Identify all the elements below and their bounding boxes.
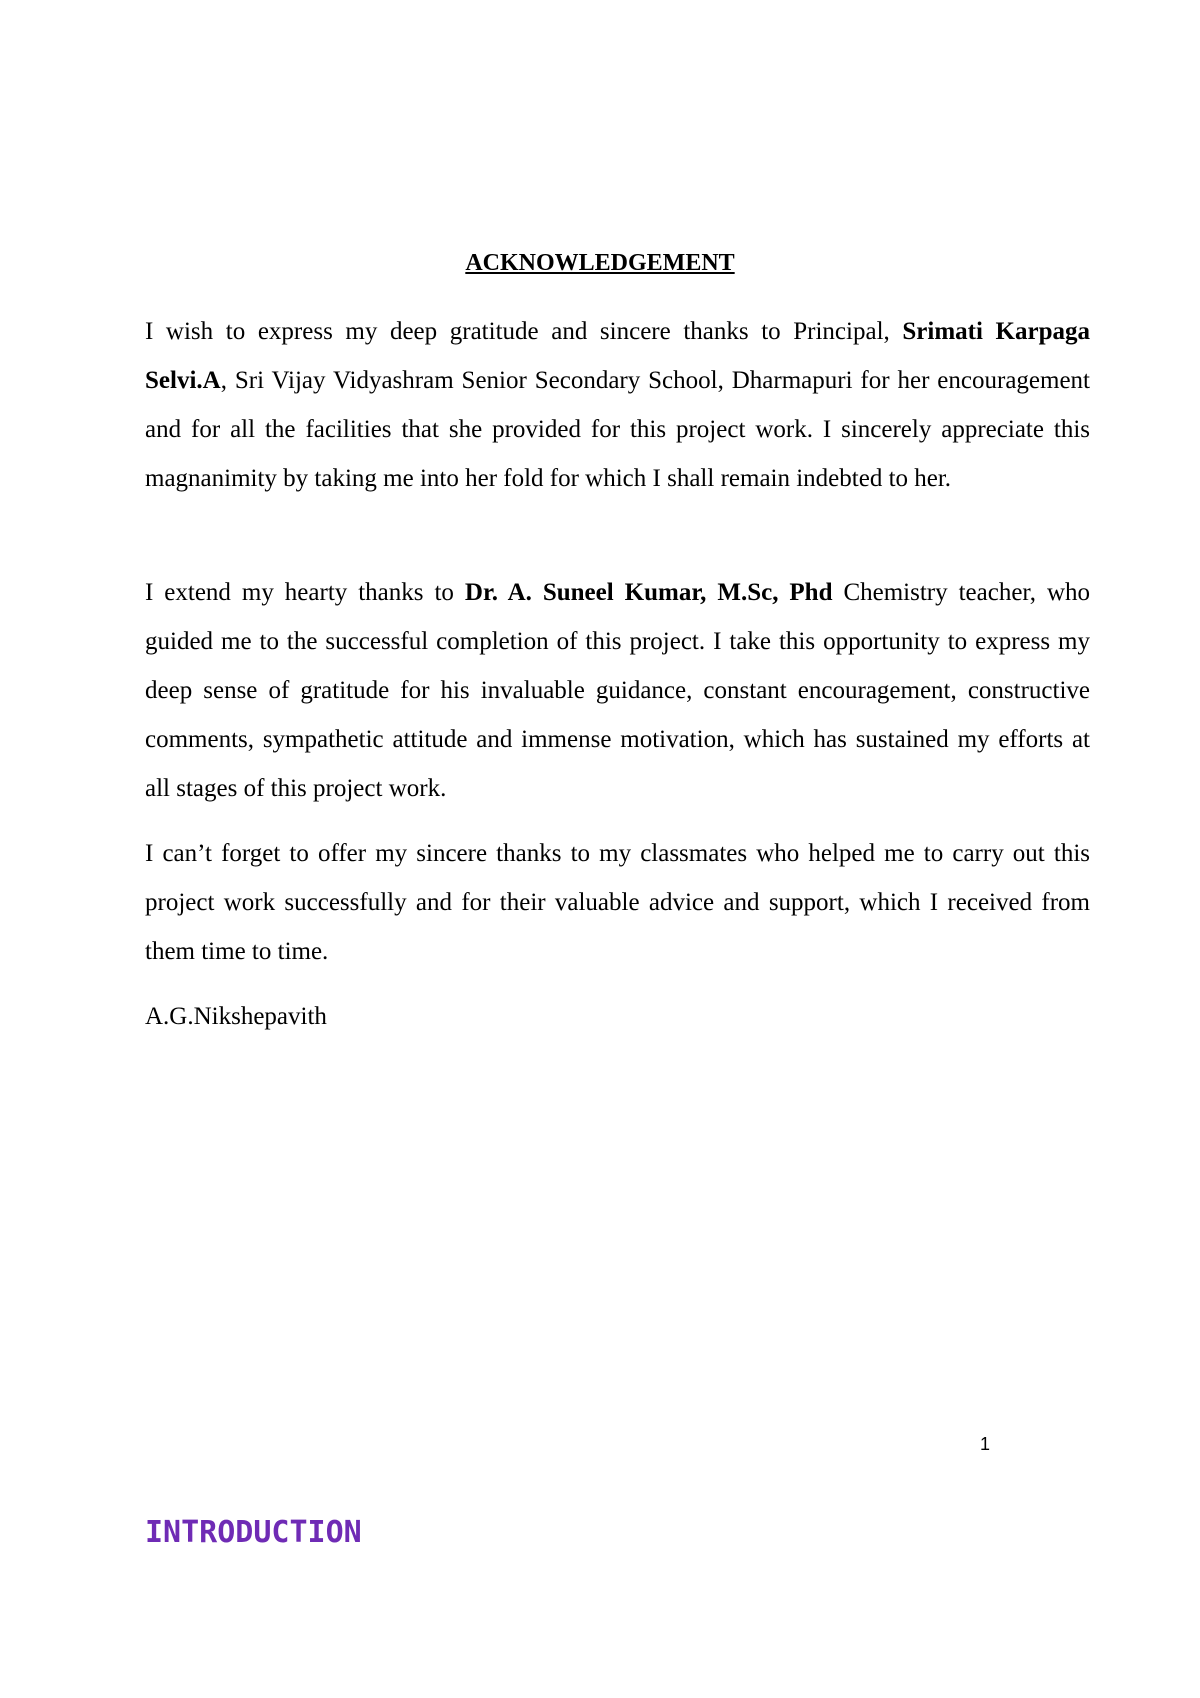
paragraph-text: , Sri Vijay Vidyashram Senior Secondary School, Dharmapuri for her encouragement and for all the facilities that she provided for this project work. I sincerely appreciate this magnanimity by taking me into her fold for which I shall remain indebted to her. <box>145 367 1090 492</box>
page-title: ACKNOWLEDGEMENT <box>465 250 735 276</box>
paragraph-text: I wish to express my deep gratitude and sincere thanks to Principal, <box>145 318 903 345</box>
page-number: 1 <box>980 1434 991 1454</box>
paragraph-text: I extend my hearty thanks to <box>145 579 465 606</box>
teacher-name: Dr. A. Suneel Kumar, M.Sc, Phd <box>464 579 833 606</box>
paragraph-text: Chemistry teacher, who guided me to the successful completion of this project. I take this opportunity to express my deep sense of gratitude for his invaluable guidance, constant encouragement, constructive comments, sympathetic attitude and immense motivation, which has sustained my efforts at all stages of this project work. <box>145 579 1091 802</box>
author-signature: A.G.Nikshepavith <box>145 1003 327 1030</box>
paragraph-teacher-thanks <box>145 568 1090 813</box>
principal-name: Srimati Karpaga Selvi.A <box>145 318 1090 394</box>
paragraph-principal-thanks <box>145 307 1090 503</box>
paragraph-classmates-thanks: I can’t forget to offer my sincere thanks to my classmates who helped me to carry out this project work successfully and for their valuable advice and support, which I received from them time to time. <box>145 840 1090 965</box>
next-section-heading: INTRODUCTION <box>145 1515 362 1550</box>
